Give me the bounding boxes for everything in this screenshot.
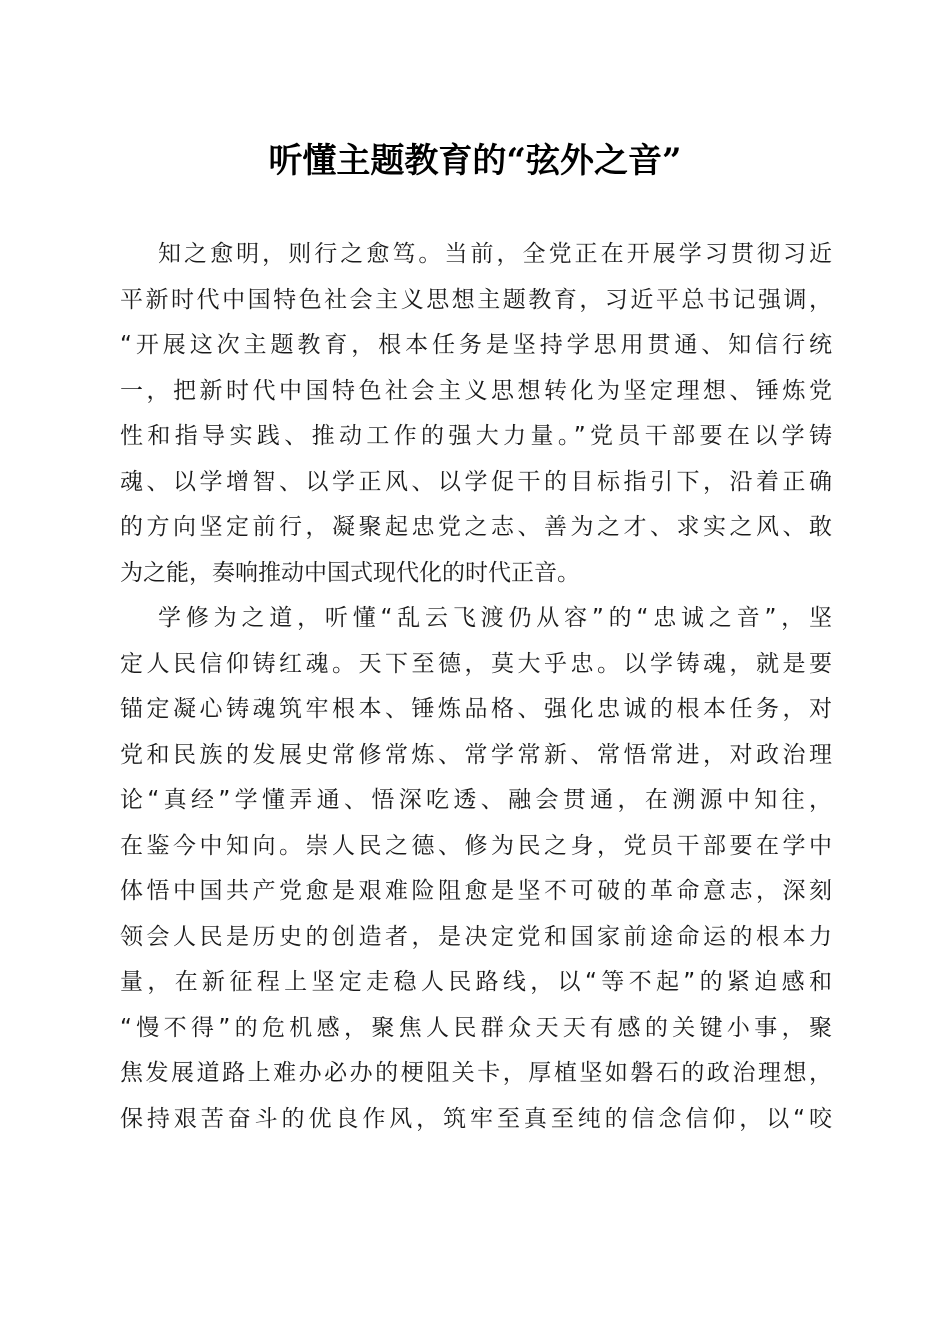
text-line: “慢不得”的危机感，聚焦人民群众天天有感的关键小事，聚 (120, 1014, 832, 1041)
text-line: 体悟中国共产党愈是艰难险阻愈是坚不可破的革命意志，深刻 (120, 878, 832, 904)
document-title: 听懂主题教育的“弦外之音” (268, 141, 682, 181)
text-line: 学修为之道，听懂“乱云飞渡仍从容”的“忠诚之音”，坚 (158, 605, 832, 631)
document-body (120, 232, 832, 1142)
text-line: 一，把新时代中国特色社会主义思想转化为坚定理想、锤炼党 (120, 377, 832, 404)
text-line: 知之愈明，则行之愈笃。当前，全党正在开展学习贯彻习近 (158, 241, 832, 267)
text-line: 领会人民是历史的创造者，是决定党和国家前途命运的根本力 (120, 923, 832, 950)
text-line: 定人民信仰铸红魂。天下至德，莫大乎忠。以学铸魂，就是要 (120, 650, 832, 677)
text-line: 锚定凝心铸魂筑牢根本、锤炼品格、强化忠诚的根本任务，对 (120, 696, 832, 722)
text-line: 为之能，奏响推动中国式现代化的时代正音。 (120, 559, 580, 586)
text-line: 魂、以学增智、以学正风、以学促干的目标指引下，沿着正确 (120, 468, 832, 495)
text-line: 量，在新征程上坚定走稳人民路线，以“等不起”的紧迫感和 (120, 969, 832, 995)
text-line: 保持艰苦奋斗的优良作风，筑牢至真至纯的信念信仰，以“咬 (120, 1105, 832, 1132)
text-line: 平新时代中国特色社会主义思想主题教育，习近平总书记强调， (120, 286, 832, 313)
text-line: 性和指导实践、推动工作的强大力量。”党员干部要在以学铸 (120, 423, 832, 449)
paragraph-2 (120, 596, 832, 1142)
text-line: 在鉴今中知向。崇人民之德、修为民之身，党员干部要在学中 (120, 832, 832, 859)
text-line: “开展这次主题教育，根本任务是坚持学思用贯通、知信行统 (120, 332, 832, 358)
text-line: 论“真经”学懂弄通、悟深吃透、融会贯通，在溯源中知往， (120, 787, 832, 813)
text-line: 的方向坚定前行，凝聚起忠党之志、善为之才、求实之风、敢 (120, 514, 832, 540)
text-line: 焦发展道路上难办必办的梗阻关卡，厚植坚如磐石的政治理想， (120, 1060, 832, 1086)
paragraph-1 (120, 232, 832, 596)
text-line: 党和民族的发展史常修常炼、常学常新、常悟常进，对政治理 (120, 741, 832, 768)
